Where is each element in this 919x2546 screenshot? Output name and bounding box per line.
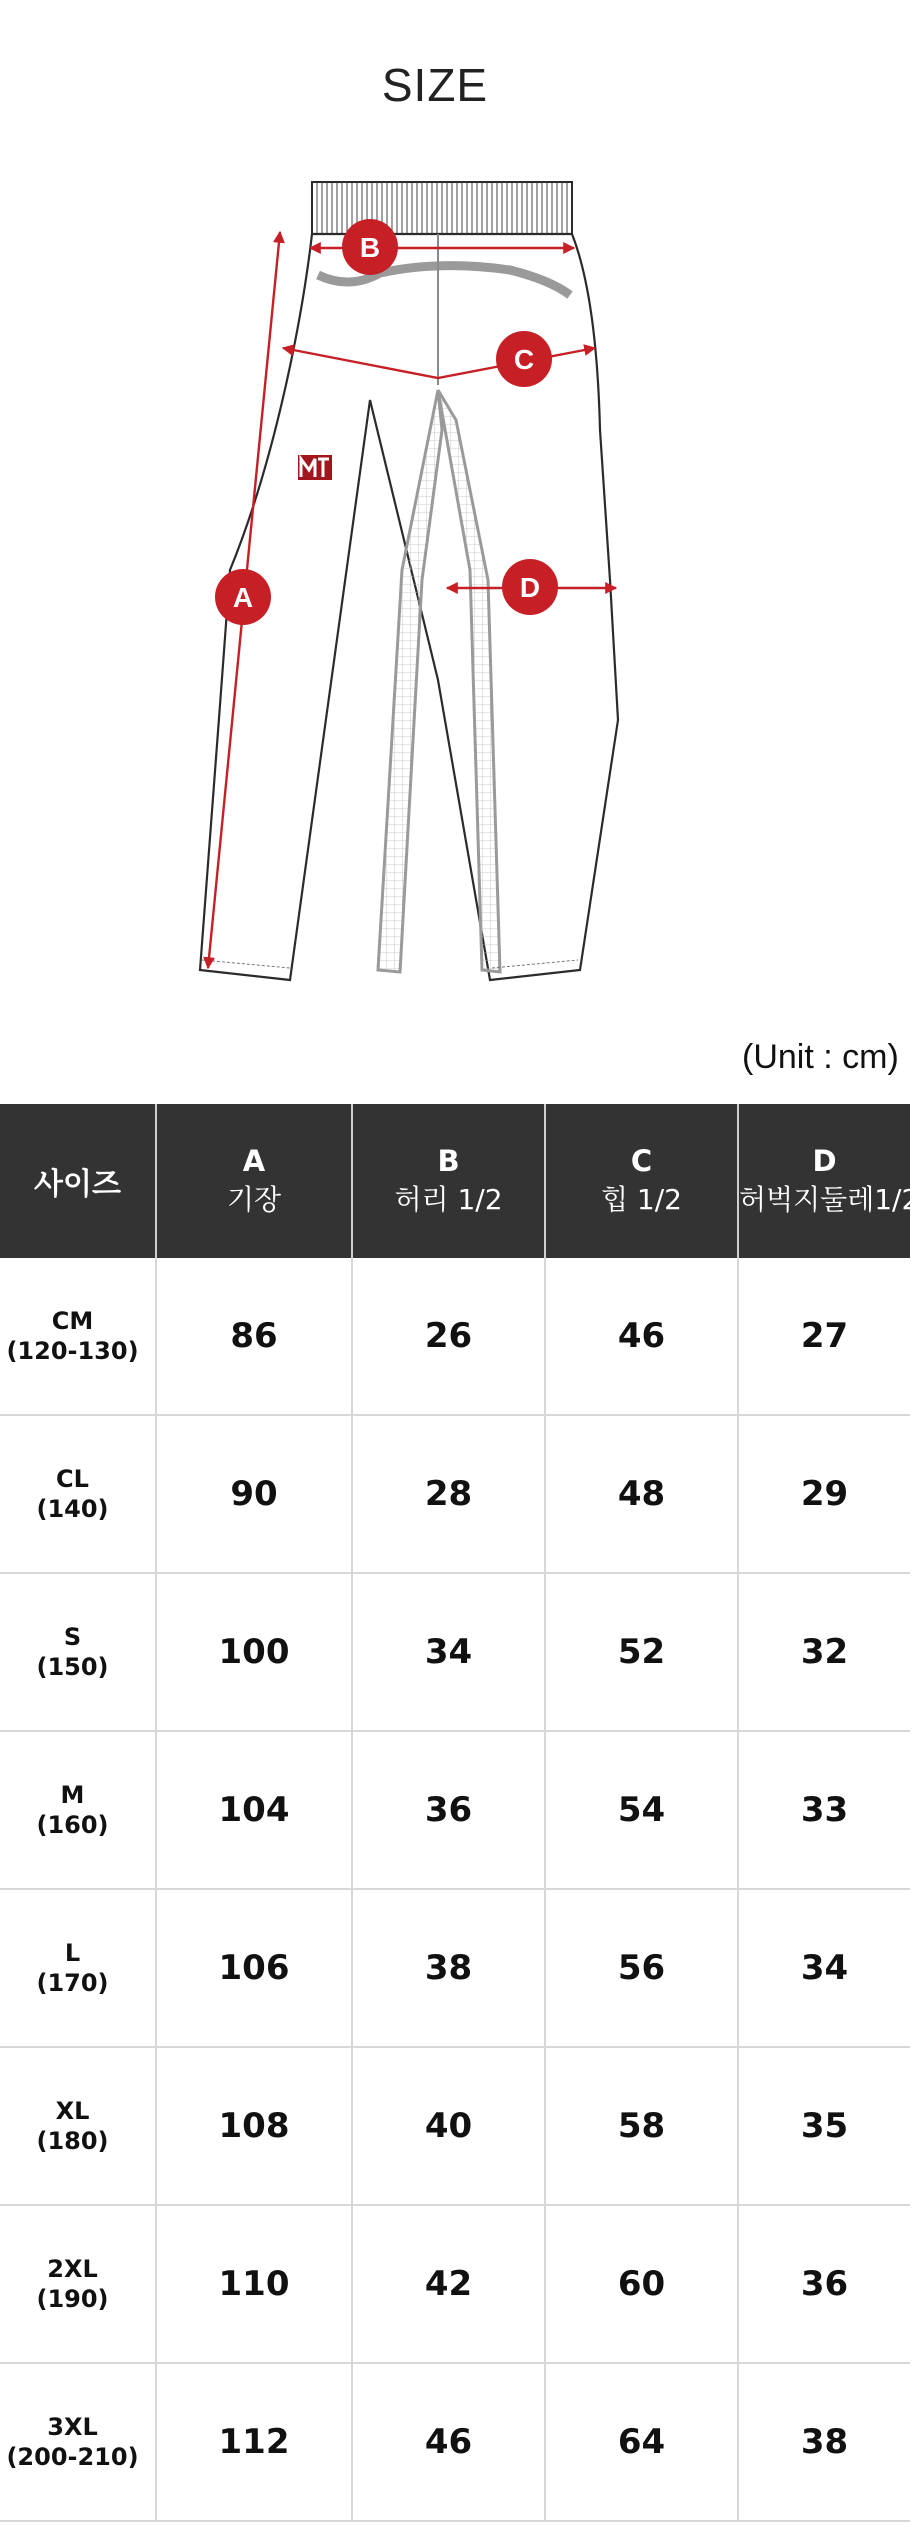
table-row [0,1258,910,1415]
table-row [0,2047,910,2205]
value-b: 26 [352,1258,545,1415]
value-d: 35 [738,2047,910,2205]
header-label: 힙 1/2 [600,1183,682,1216]
size-range: (150) [36,1653,109,1681]
header-label: 기장 [226,1183,282,1216]
size-cell [0,1889,156,2047]
header-letter: B [437,1144,460,1178]
pants-illustration [170,160,670,1010]
value-d: 32 [738,1573,910,1731]
size-range: (120-130) [6,1337,139,1365]
header-col-a [156,1104,352,1258]
value-a: 108 [156,2047,352,2205]
header-label: 허리 1/2 [394,1183,503,1216]
size-range: (200-210) [6,2443,139,2471]
value-b: 46 [352,2363,545,2521]
value-b: 42 [352,2205,545,2363]
size-range: (190) [36,2285,109,2313]
marker-c [496,331,552,387]
header-letter: A [242,1144,266,1178]
marker-a-label: A [232,582,254,613]
marker-d-label: D [519,572,541,603]
value-d: 38 [738,2363,910,2521]
value-b: 28 [352,1415,545,1573]
value-c: 54 [545,1731,738,1889]
value-c: 52 [545,1573,738,1731]
pants-size-diagram [170,160,670,1010]
value-c: 64 [545,2363,738,2521]
value-a: 100 [156,1573,352,1731]
size-cell [0,2205,156,2363]
size-name: 3XL [47,2413,98,2441]
value-a: 106 [156,1889,352,2047]
size-name: L [64,1939,81,1967]
header-letter: D [812,1144,837,1178]
value-c: 60 [545,2205,738,2363]
value-a: 104 [156,1731,352,1889]
value-c: 58 [545,2047,738,2205]
page-title: SIZE [381,59,489,111]
brand-logo [298,455,332,480]
marker-d [502,559,558,615]
value-b: 34 [352,1573,545,1731]
marker-b-label: B [359,232,381,263]
value-d: 29 [738,1415,910,1573]
value-a: 112 [156,2363,352,2521]
marker-b [342,219,398,275]
size-cell [0,1573,156,1731]
value-a: 90 [156,1415,352,1573]
size-name: M [60,1781,85,1809]
marker-a [215,569,271,625]
size-cell [0,1415,156,1573]
size-range: (160) [36,1811,109,1839]
value-d: 33 [738,1731,910,1889]
value-b: 36 [352,1731,545,1889]
size-name: XL [55,2097,90,2125]
value-c: 56 [545,1889,738,2047]
value-c: 46 [545,1258,738,1415]
size-name: S [63,1623,82,1651]
waistband [312,182,572,234]
table-row [0,2363,910,2521]
value-a: 86 [156,1258,352,1415]
header-size: 사이즈 [0,1104,156,1258]
table-header-row [0,1104,910,1258]
header-col-d [738,1104,919,1258]
value-b: 38 [352,1889,545,2047]
size-range: (180) [36,2127,109,2155]
header-label: 허벅지둘레1/2 [739,1183,919,1216]
size-cell [0,2363,156,2521]
size-cell [0,1731,156,1889]
table-row [0,2205,910,2363]
size-name: CL [56,1465,89,1493]
size-chart-table [0,1104,919,2522]
value-c: 48 [545,1415,738,1573]
table-row [0,1573,910,1731]
value-b: 40 [352,2047,545,2205]
value-d: 34 [738,1889,910,2047]
size-range: (140) [36,1495,109,1523]
table-row [0,1415,910,1573]
header-letter: C [630,1144,653,1178]
header-col-c [545,1104,738,1258]
header-col-b [352,1104,545,1258]
value-a: 110 [156,2205,352,2363]
size-cell [0,1258,156,1415]
value-d: 36 [738,2205,910,2363]
table-row [0,1889,910,2047]
size-range: (170) [36,1969,109,1997]
unit-label: (Unit : cm) [742,1038,899,1076]
size-name: 2XL [47,2255,98,2283]
marker-c-label: C [513,344,535,375]
value-d: 27 [738,1258,910,1415]
size-cell [0,2047,156,2205]
table-row [0,1731,910,1889]
size-name: CM [51,1307,94,1335]
